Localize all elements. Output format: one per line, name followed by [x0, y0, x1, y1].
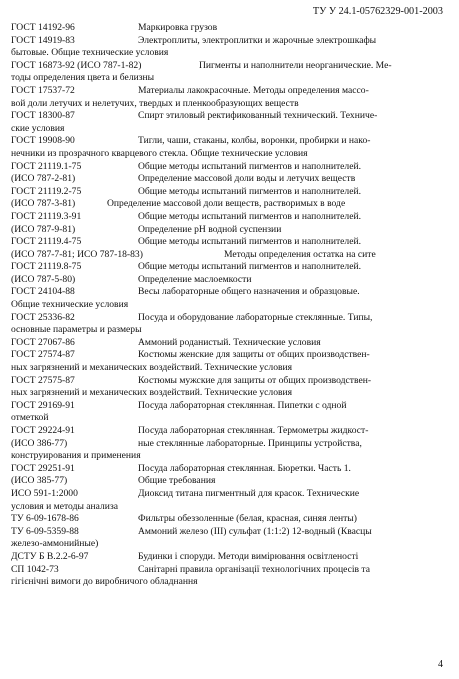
standard-title: Посуда лабораторная стеклянная. Бюретки. Часть 1.: [138, 462, 351, 474]
standard-title: Посуда лабораторная стеклянная. Термометры жидкост-: [138, 425, 369, 436]
standard-code: ГОСТ 27067-86: [11, 336, 75, 348]
standard-title: Посуда лабораторная стеклянная. Пипетки с одной: [138, 399, 347, 411]
standard-code: ГОСТ 14192-96: [11, 22, 75, 33]
page-number: 4: [438, 659, 443, 670]
standard-title: Посуда и оборудование лабораторные стеклянные. Типы,: [138, 311, 373, 323]
standard-entry: [11, 211, 445, 224]
standard-entry: [11, 236, 445, 249]
standard-title-continuation: гігієнічні вимоги до виробничого обладнання: [11, 576, 198, 588]
standard-entry: [11, 186, 445, 199]
standard-entry: [11, 60, 445, 85]
standard-code: (ИСО 787-9-81): [11, 223, 76, 235]
standard-title: Будинки і споруди. Методи вимірювання освітленості: [138, 550, 359, 562]
standard-entry: [11, 551, 445, 564]
standard-title: Материалы лакокрасочные. Методы определения массо-: [138, 84, 369, 96]
standard-code: ГОСТ 24104-88: [11, 286, 75, 298]
standard-title-continuation: тоды определения цвета и белизны: [11, 72, 155, 84]
standard-entry: [11, 286, 445, 311]
standard-code: ГОСТ 29251-91: [11, 462, 75, 474]
standard-title-continuation: основные параметры и размеры: [11, 324, 142, 336]
standard-entry: [11, 375, 445, 400]
standard-title-continuation: нечники из прозрачного кварцевого стекла. Общие технические условия: [11, 147, 308, 159]
standard-code: ТУ 6-09-5359-88: [11, 525, 79, 537]
standard-entry: [11, 488, 445, 513]
standard-entry: [11, 161, 445, 174]
standard-title-continuation: отметкой: [11, 412, 49, 424]
standard-entry: [11, 173, 445, 186]
standard-code: ТУ 6-09-1678-86: [11, 513, 79, 525]
standard-title: Костюмы мужские для защиты от общих производствен-: [138, 374, 372, 386]
standard-entry: [11, 425, 445, 438]
standard-title-continuation: бытовые. Общие технические условия: [11, 47, 169, 59]
standard-title: Весы лабораторные общего назначения и образцовые.: [138, 286, 360, 298]
standard-title: Общие методы испытаний пигментов и наполнителей.: [138, 236, 361, 248]
standard-code: ГОСТ 29224-91: [11, 425, 75, 436]
standard-entry: [11, 349, 445, 374]
standard-entry: [11, 249, 445, 262]
standard-code: ГОСТ 17537-72: [11, 84, 75, 96]
standard-code: ГОСТ 25336-82: [11, 311, 75, 323]
standard-entry: [11, 400, 445, 425]
standard-code: ГОСТ 21119.1-75: [11, 160, 82, 172]
standard-code: ГОСТ 21119.2-75: [11, 185, 82, 197]
standard-entry: [11, 564, 445, 589]
standard-code: (ИСО 787-2-81): [11, 173, 76, 185]
standard-title: Общие методы испытаний пигментов и наполнителей.: [138, 185, 361, 197]
standard-code: СП 1042-73: [11, 563, 59, 575]
standard-code: ГОСТ 16873-92 (ИСО 787-1-82): [11, 59, 142, 71]
standard-entry: [11, 85, 445, 110]
standard-title-continuation: вой доли летучих и нелетучих, твердых и пленкообразующих веществ: [11, 97, 299, 109]
standard-title: Спирт этиловый ректификованный технический. Техниче-: [138, 110, 378, 122]
standard-entry: [11, 198, 445, 211]
standard-code: (ИСО 787-3-81): [11, 198, 76, 210]
standard-title: Определение массовой доли веществ, растворимых в воде: [107, 198, 346, 210]
standard-title: Тигли, чаши, стаканы, колбы, воронки, пробирки и нако-: [138, 135, 371, 147]
standard-title: Определение массовой доли воды и летучих веществ: [138, 173, 356, 185]
standard-title: Маркировка грузов: [138, 22, 218, 33]
standard-title: Аммоний железо (III) сульфат (1:1:2) 12-водный (Квасцы: [138, 525, 372, 537]
standard-entry: [11, 463, 445, 476]
standard-code: ГОСТ 14919-83: [11, 34, 75, 46]
standard-title-continuation: железо-аммонийные): [11, 538, 99, 550]
standard-code: ГОСТ 29169-91: [11, 399, 75, 411]
standard-code: ГОСТ 19908-90: [11, 135, 75, 147]
standard-title-continuation: ские условия: [11, 122, 65, 134]
standard-entry: [11, 224, 445, 237]
standard-title: Общие требования: [138, 475, 216, 487]
standard-entry: [11, 312, 445, 337]
standard-entry: [11, 475, 445, 488]
standard-title: Определение pH водной суспензии: [138, 223, 282, 235]
standard-title: Общие методы испытаний пигментов и наполнителей.: [138, 261, 361, 273]
standard-entry: [11, 261, 445, 274]
standard-title: Пигменты и наполнители неорганические. Ме-: [199, 59, 392, 71]
standard-entry: [11, 135, 445, 160]
standard-title-continuation: Общие технические условия: [11, 299, 129, 311]
standard-entry: [11, 438, 445, 463]
standard-code: (ИСО 386-77): [11, 437, 68, 449]
standard-title-continuation: конструирования и применения: [11, 450, 141, 462]
standards-list: [11, 22, 445, 589]
standard-entry: [11, 35, 445, 60]
standard-title-continuation: ных загрязнений и механических воздействий. Технические условия: [11, 387, 293, 399]
standard-entry: [11, 274, 445, 287]
standard-code: ГОСТ 27575-87: [11, 374, 75, 386]
standard-entry: [11, 513, 445, 526]
standard-code: ДСТУ Б В.2.2-6-97: [11, 550, 89, 562]
standard-title: Костюмы женские для защиты от общих производствен-: [138, 349, 370, 361]
standard-code: (ИСО 385-77): [11, 475, 68, 487]
standard-title: Аммоний роданистый. Технические условия: [138, 336, 321, 348]
standard-entry: [11, 110, 445, 135]
standard-code: ГОСТ 21119.3-91: [11, 210, 82, 222]
standard-entry: [11, 337, 445, 350]
standard-title-continuation: ных загрязнений и механических воздействий. Технические условия: [11, 362, 293, 374]
standard-title: Санітарні правила організації технологічних процесів та: [138, 563, 370, 575]
standard-title-continuation: условия и методы анализа: [11, 500, 118, 512]
standard-code: (ИСО 787-7-81; ИСО 787-18-83): [11, 248, 143, 260]
standard-title: Общие методы испытаний пигментов и наполнителей.: [138, 210, 361, 222]
standard-entry: [11, 526, 445, 551]
standard-title: Электроплиты, электроплитки и жарочные электрошкафы: [138, 34, 377, 46]
standard-title: Фильтры обеззоленные (белая, красная, синяя ленты): [138, 513, 357, 525]
standard-title: ные стеклянные лабораторные. Принципы устройства,: [138, 437, 362, 449]
standard-code: ИСО 591-1:2000: [11, 487, 78, 499]
standard-title: Определение маслоемкости: [138, 273, 252, 285]
standard-code: ГОСТ 21119.4-75: [11, 236, 82, 248]
standard-code: ГОСТ 27574-87: [11, 349, 75, 361]
standard-title: Диоксид титана пигментный для красок. Технические: [138, 487, 360, 499]
standard-code: (ИСО 787-5-80): [11, 273, 76, 285]
standard-entry: [11, 22, 445, 35]
standard-code: ГОСТ 21119.8-75: [11, 261, 82, 273]
standard-title: Методы определения остатка на сите: [224, 248, 376, 260]
document-code-header: ТУ У 24.1-05762329-001-2003: [312, 6, 443, 17]
standard-title: Общие методы испытаний пигментов и наполнителей.: [138, 160, 361, 172]
standard-code: ГОСТ 18300-87: [11, 110, 75, 122]
